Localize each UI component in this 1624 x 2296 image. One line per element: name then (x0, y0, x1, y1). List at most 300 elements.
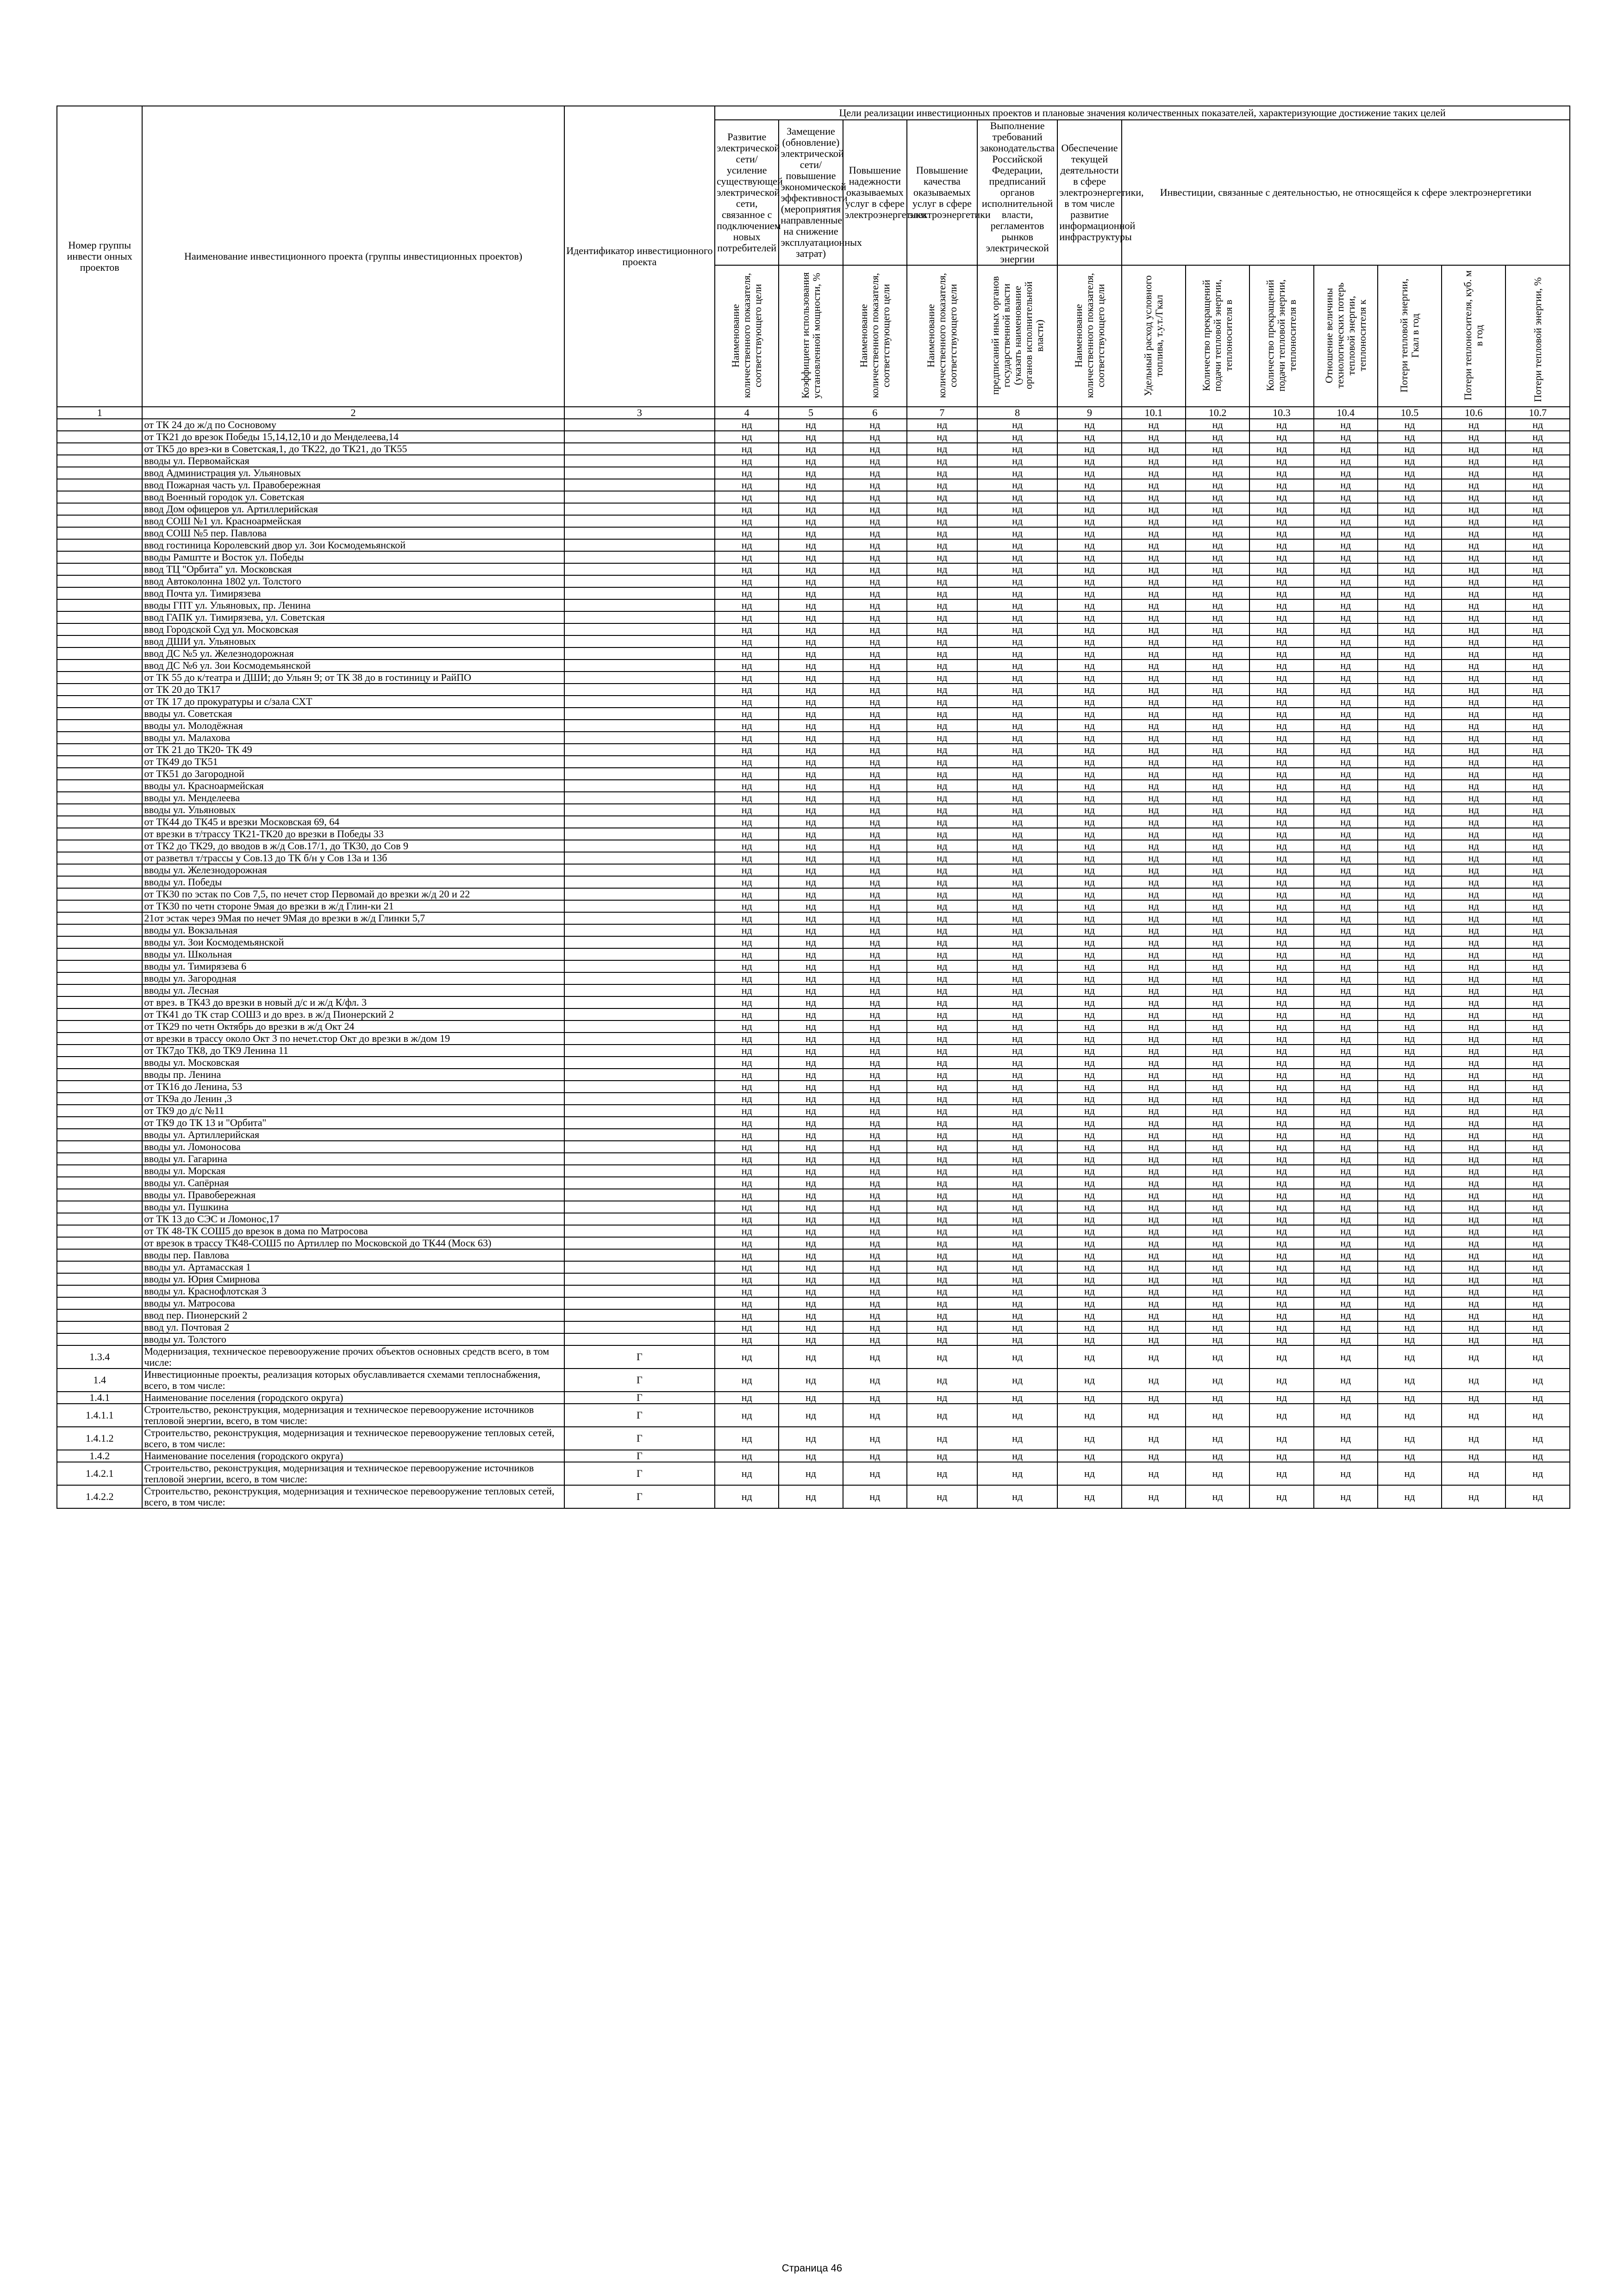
value-cell: нд (1505, 1309, 1570, 1321)
value-cell: нд (1378, 551, 1442, 563)
table-row (57, 1321, 1570, 1333)
value-cell: нд (779, 503, 843, 515)
value-cell: нд (1314, 912, 1378, 924)
group-number-cell (57, 900, 142, 912)
group-number-cell (57, 912, 142, 924)
value-cell: нд (907, 563, 977, 575)
value-cell: нд (1249, 1165, 1313, 1177)
value-cell: нд (1186, 539, 1249, 551)
value-cell: нд (977, 1345, 1058, 1369)
project-name-cell: вводы ул. Морская (142, 1165, 564, 1177)
value-cell: нд (1186, 780, 1249, 792)
value-cell: нд (1378, 1321, 1442, 1333)
value-cell: нд (715, 1045, 779, 1057)
value-cell: нд (977, 1285, 1058, 1297)
value-cell: нд (1057, 1189, 1121, 1201)
value-cell: нд (1186, 1213, 1249, 1225)
table-row (57, 1033, 1570, 1045)
value-cell: нд (907, 1297, 977, 1309)
value-cell: нд (1505, 780, 1570, 792)
value-cell: нд (977, 491, 1058, 503)
value-cell: нд (1442, 1273, 1505, 1285)
project-name-cell: вводы пр. Ленина (142, 1069, 564, 1081)
project-name-cell: вводы ул. Матросова (142, 1297, 564, 1309)
value-cell: нд (1442, 828, 1505, 840)
value-cell: нд (843, 1008, 907, 1020)
value-cell: нд (1442, 876, 1505, 888)
value-cell: нд (1122, 1189, 1186, 1201)
table-row (57, 1249, 1570, 1261)
value-cell: нд (1505, 1081, 1570, 1093)
value-cell: нд (715, 515, 779, 527)
value-cell: нд (1505, 1462, 1570, 1485)
value-cell: нд (779, 1069, 843, 1081)
value-cell: нд (779, 587, 843, 599)
project-id-cell (564, 623, 715, 635)
value-cell: нд (1122, 1237, 1186, 1249)
project-name-cell: от ТК41 до ТК стар СОШ3 и до врез. в ж/д Пионерский 2 (142, 1008, 564, 1020)
value-cell: нд (1057, 684, 1121, 696)
value-cell: нд (1314, 864, 1378, 876)
value-cell: нд (779, 948, 843, 960)
value-cell: нд (977, 852, 1058, 864)
value-cell: нд (1249, 936, 1313, 948)
value-cell: нд (1505, 1045, 1570, 1057)
value-cell: нд (1314, 1008, 1378, 1020)
value-cell: нд (1442, 587, 1505, 599)
project-name-cell: Строительство, реконструкция, модернизация и техническое перевооружение источников тепловой энергии, всего, в том числе: (142, 1404, 564, 1427)
project-name-cell: Наименование поселения (городского округа) (142, 1392, 564, 1404)
project-id-cell: Г (564, 1369, 715, 1392)
value-cell: нд (1378, 780, 1442, 792)
value-cell: нд (1186, 1008, 1249, 1020)
value-cell: нд (779, 768, 843, 780)
value-cell: нд (843, 1201, 907, 1213)
group-number-cell (57, 1165, 142, 1177)
group-number-cell: 1.4.2.2 (57, 1485, 142, 1508)
value-cell: нд (1249, 840, 1313, 852)
project-name-cell: от ТК16 до Ленина, 53 (142, 1081, 564, 1093)
project-name-cell: от ТК 24 до ж/д по Сосновому (142, 419, 564, 431)
value-cell: нд (1314, 1201, 1378, 1213)
value-cell: нд (907, 1285, 977, 1297)
group-number-cell (57, 1069, 142, 1081)
value-cell: нд (977, 1213, 1058, 1225)
table-row (57, 491, 1570, 503)
table-row (57, 443, 1570, 455)
value-cell: нд (843, 924, 907, 936)
column-number: 10.6 (1442, 407, 1505, 419)
value-cell: нд (1122, 1069, 1186, 1081)
group-number-cell (57, 996, 142, 1008)
value-cell: нд (977, 1141, 1058, 1153)
value-cell: нд (1249, 491, 1313, 503)
value-cell: нд (1122, 1129, 1186, 1141)
value-cell: нд (1249, 1213, 1313, 1225)
group-number-cell (57, 960, 142, 972)
value-cell: нд (843, 1333, 907, 1345)
value-cell: нд (843, 443, 907, 455)
value-cell: нд (1249, 1153, 1313, 1165)
value-cell: нд (977, 768, 1058, 780)
value-cell: нд (1186, 960, 1249, 972)
value-cell: нд (1314, 960, 1378, 972)
value-cell: нд (1057, 732, 1121, 744)
value-cell: нд (715, 443, 779, 455)
value-cell: нд (1249, 660, 1313, 672)
value-cell: нд (843, 1485, 907, 1508)
value-cell: нд (1057, 756, 1121, 768)
value-cell: нд (977, 1201, 1058, 1213)
value-cell: нд (779, 539, 843, 551)
header-indicator-10-6: Потери теплоносителя, куб. м в год (1442, 265, 1505, 407)
value-cell: нд (1442, 647, 1505, 660)
value-cell: нд (1057, 1297, 1121, 1309)
value-cell: нд (1314, 780, 1378, 792)
value-cell: нд (1442, 635, 1505, 647)
project-name-cell: ввод гостиница Королевский двор ул. Зои Космодемьянской (142, 539, 564, 551)
value-cell: нд (1378, 792, 1442, 804)
value-cell: нд (1505, 1141, 1570, 1153)
value-cell: нд (977, 888, 1058, 900)
value-cell: нд (1186, 1033, 1249, 1045)
value-cell: нд (1378, 1177, 1442, 1189)
value-cell: нд (977, 960, 1058, 972)
value-cell: нд (1505, 491, 1570, 503)
project-id-cell (564, 684, 715, 696)
value-cell: нд (977, 1153, 1058, 1165)
value-cell: нд (1186, 551, 1249, 563)
value-cell: нд (907, 491, 977, 503)
table-row (57, 1141, 1570, 1153)
value-cell: нд (1122, 732, 1186, 744)
value-cell: нд (715, 1427, 779, 1450)
value-cell: нд (1505, 852, 1570, 864)
value-cell: нд (1378, 1273, 1442, 1285)
value-cell: нд (1314, 1237, 1378, 1249)
value-cell: нд (1505, 804, 1570, 816)
value-cell: нд (1314, 443, 1378, 455)
value-cell: нд (715, 647, 779, 660)
value-cell: нд (1505, 1225, 1570, 1237)
value-cell: нд (1186, 1462, 1249, 1485)
value-cell: нд (779, 1273, 843, 1285)
value-cell: нд (1249, 828, 1313, 840)
value-cell: нд (1122, 1117, 1186, 1129)
value-cell: нд (1122, 647, 1186, 660)
table-row (57, 696, 1570, 708)
value-cell: нд (779, 1309, 843, 1321)
value-cell: нд (1249, 732, 1313, 744)
value-cell: нд (1122, 527, 1186, 539)
table-row (57, 924, 1570, 936)
value-cell: нд (1249, 503, 1313, 515)
value-cell: нд (1442, 816, 1505, 828)
value-cell: нд (1122, 1404, 1186, 1427)
value-cell: нд (715, 539, 779, 551)
value-cell: нд (1378, 1020, 1442, 1033)
value-cell: нд (1378, 599, 1442, 611)
value-cell: нд (715, 527, 779, 539)
value-cell: нд (1122, 936, 1186, 948)
project-name-cell: от ТК 13 до СЭС и Ломонос,17 (142, 1213, 564, 1225)
value-cell: нд (1057, 479, 1121, 491)
value-cell: нд (1442, 660, 1505, 672)
value-cell: нд (843, 984, 907, 996)
value-cell: нд (715, 1201, 779, 1213)
table-row (57, 1485, 1570, 1508)
value-cell: нд (907, 1093, 977, 1105)
project-name-cell: от врез. в ТК43 до врезки в новый д/с и ж/д К/фл. 3 (142, 996, 564, 1008)
value-cell: нд (1057, 1285, 1121, 1297)
group-number-cell (57, 419, 142, 431)
value-cell: нд (1122, 1369, 1186, 1392)
value-cell: нд (977, 1333, 1058, 1345)
group-number-cell (57, 852, 142, 864)
value-cell: нд (977, 756, 1058, 768)
value-cell: нд (907, 1033, 977, 1045)
value-cell: нд (977, 1177, 1058, 1189)
project-id-cell: Г (564, 1392, 715, 1404)
value-cell: нд (1505, 756, 1570, 768)
value-cell: нд (1314, 672, 1378, 684)
value-cell: нд (1249, 1321, 1313, 1333)
value-cell: нд (1442, 1249, 1505, 1261)
value-cell: нд (1186, 876, 1249, 888)
value-cell: нд (843, 720, 907, 732)
value-cell: нд (715, 780, 779, 792)
value-cell: нд (1186, 599, 1249, 611)
table-row (57, 660, 1570, 672)
value-cell: нд (1314, 1427, 1378, 1450)
value-cell: нд (1314, 611, 1378, 623)
project-id-cell (564, 840, 715, 852)
group-number-cell: 1.3.4 (57, 1345, 142, 1369)
value-cell: нд (1186, 419, 1249, 431)
value-cell: нд (907, 684, 977, 696)
group-number-cell (57, 948, 142, 960)
value-cell: нд (1378, 1141, 1442, 1153)
value-cell: нд (1378, 900, 1442, 912)
value-cell: нд (1314, 684, 1378, 696)
value-cell: нд (1122, 912, 1186, 924)
value-cell: нд (1505, 1093, 1570, 1105)
value-cell: нд (715, 1333, 779, 1345)
value-cell: нд (1122, 708, 1186, 720)
project-name-cell: вводы ул. Краснофлотская 3 (142, 1285, 564, 1297)
value-cell: нд (1122, 1261, 1186, 1273)
value-cell: нд (1122, 684, 1186, 696)
group-number-cell (57, 972, 142, 984)
table-row (57, 1057, 1570, 1069)
value-cell: нд (977, 1057, 1058, 1069)
value-cell: нд (907, 1020, 977, 1033)
value-cell: нд (907, 948, 977, 960)
value-cell: нд (1186, 1297, 1249, 1309)
value-cell: нд (977, 1008, 1058, 1020)
value-cell: нд (907, 515, 977, 527)
value-cell: нд (1442, 575, 1505, 587)
value-cell: нд (1122, 1020, 1186, 1033)
value-cell: нд (1378, 912, 1442, 924)
value-cell: нд (1186, 1225, 1249, 1237)
value-cell: нд (1442, 936, 1505, 948)
value-cell: нд (977, 1485, 1058, 1508)
value-cell: нд (779, 1033, 843, 1045)
value-cell: нд (779, 1165, 843, 1177)
value-cell: нд (1122, 1285, 1186, 1297)
value-cell: нд (843, 792, 907, 804)
value-cell: нд (1122, 1213, 1186, 1225)
table-row (57, 888, 1570, 900)
value-cell: нд (1186, 515, 1249, 527)
value-cell: нд (1122, 1321, 1186, 1333)
value-cell: нд (1505, 1165, 1570, 1177)
value-cell: нд (1057, 1057, 1121, 1069)
value-cell: нд (1505, 1008, 1570, 1020)
value-cell: нд (843, 1369, 907, 1392)
value-cell: нд (1186, 828, 1249, 840)
value-cell: нд (1378, 1333, 1442, 1345)
value-cell: нд (977, 551, 1058, 563)
value-cell: нд (843, 1165, 907, 1177)
value-cell: нд (907, 708, 977, 720)
project-id-cell (564, 756, 715, 768)
column-number: 10.5 (1378, 407, 1442, 419)
value-cell: нд (715, 828, 779, 840)
value-cell: нд (1186, 1153, 1249, 1165)
group-number-cell (57, 431, 142, 443)
table-row (57, 828, 1570, 840)
value-cell: нд (779, 1008, 843, 1020)
value-cell: нд (1314, 1033, 1378, 1045)
value-cell: нд (1505, 696, 1570, 708)
value-cell: нд (715, 1020, 779, 1033)
value-cell: нд (1249, 1141, 1313, 1153)
value-cell: нд (779, 1045, 843, 1057)
value-cell: нд (779, 1333, 843, 1345)
group-number-cell (57, 1261, 142, 1273)
value-cell: нд (1122, 515, 1186, 527)
value-cell: нд (1442, 1093, 1505, 1105)
value-cell: нд (1057, 1450, 1121, 1462)
value-cell: нд (715, 672, 779, 684)
table-row (57, 503, 1570, 515)
value-cell: нд (1057, 503, 1121, 515)
group-number-cell (57, 503, 142, 515)
value-cell: нд (715, 1177, 779, 1189)
value-cell: нд (1505, 900, 1570, 912)
value-cell: нд (907, 864, 977, 876)
project-id-cell (564, 611, 715, 623)
column-number: 9 (1057, 407, 1121, 419)
value-cell: нд (907, 792, 977, 804)
group-number-cell (57, 768, 142, 780)
value-cell: нд (1378, 1297, 1442, 1309)
table-row (57, 635, 1570, 647)
project-name-cell: ввод ГАПК ул. Тимирязева, ул. Советская (142, 611, 564, 623)
value-cell: нд (907, 443, 977, 455)
value-cell: нд (843, 647, 907, 660)
value-cell: нд (1249, 792, 1313, 804)
project-id-cell (564, 1177, 715, 1189)
value-cell: нд (1122, 1345, 1186, 1369)
value-cell: нд (715, 888, 779, 900)
value-cell: нд (1122, 551, 1186, 563)
table-row (57, 1261, 1570, 1273)
value-cell: нд (1249, 948, 1313, 960)
project-name-cell: от ТК21 до врезок Победы 15,14,12,10 и до Менделеева,14 (142, 431, 564, 443)
value-cell: нд (715, 852, 779, 864)
value-cell: нд (1378, 1213, 1442, 1225)
value-cell: нд (1442, 1153, 1505, 1165)
project-name-cell: ввод ул. Почтовая 2 (142, 1321, 564, 1333)
value-cell: нд (977, 924, 1058, 936)
table-row (57, 1129, 1570, 1141)
value-cell: нд (1505, 1345, 1570, 1369)
value-cell: нд (1249, 960, 1313, 972)
project-id-cell (564, 503, 715, 515)
value-cell: нд (715, 455, 779, 467)
value-cell: нд (907, 900, 977, 912)
value-cell: нд (715, 708, 779, 720)
value-cell: нд (1442, 900, 1505, 912)
value-cell: нд (1378, 1404, 1442, 1427)
value-cell: нд (1442, 599, 1505, 611)
value-cell: нд (1314, 1462, 1378, 1485)
project-name-cell: Строительство, реконструкция, модернизация и техническое перевооружение тепловых сетей, всего, в том числе: (142, 1485, 564, 1508)
value-cell: нд (1442, 732, 1505, 744)
value-cell: нд (1057, 1008, 1121, 1020)
value-cell: нд (1314, 1045, 1378, 1057)
project-id-cell (564, 575, 715, 587)
value-cell: нд (1442, 1189, 1505, 1201)
value-cell: нд (1505, 1020, 1570, 1033)
value-cell: нд (1378, 623, 1442, 635)
value-cell: нд (1505, 876, 1570, 888)
value-cell: нд (1505, 720, 1570, 732)
table-row (57, 768, 1570, 780)
value-cell: нд (843, 1309, 907, 1321)
value-cell: нд (1249, 623, 1313, 635)
value-cell: нд (1186, 732, 1249, 744)
value-cell: нд (1505, 539, 1570, 551)
project-name-cell: вводы ул. Юрия Смирнова (142, 1273, 564, 1285)
value-cell: нд (1249, 515, 1313, 527)
value-cell: нд (1505, 936, 1570, 948)
table-row (57, 1177, 1570, 1189)
group-number-cell (57, 804, 142, 816)
page-number: Страница 46 (781, 2262, 843, 2274)
value-cell: нд (843, 1081, 907, 1093)
value-cell: нд (1378, 924, 1442, 936)
value-cell: нд (1057, 1225, 1121, 1237)
value-cell: нд (907, 623, 977, 635)
value-cell: нд (1314, 1141, 1378, 1153)
value-cell: нд (1186, 455, 1249, 467)
value-cell: нд (1378, 611, 1442, 623)
value-cell: нд (1505, 912, 1570, 924)
value-cell: нд (1378, 1450, 1442, 1462)
project-name-cell: ввод Дом офицеров ул. Артиллерийская (142, 503, 564, 515)
value-cell: нд (1249, 1045, 1313, 1057)
value-cell: нд (779, 1462, 843, 1485)
value-cell: нд (1505, 575, 1570, 587)
value-cell: нд (907, 647, 977, 660)
value-cell: нд (1186, 575, 1249, 587)
value-cell: нд (1122, 503, 1186, 515)
value-cell: нд (1122, 575, 1186, 587)
